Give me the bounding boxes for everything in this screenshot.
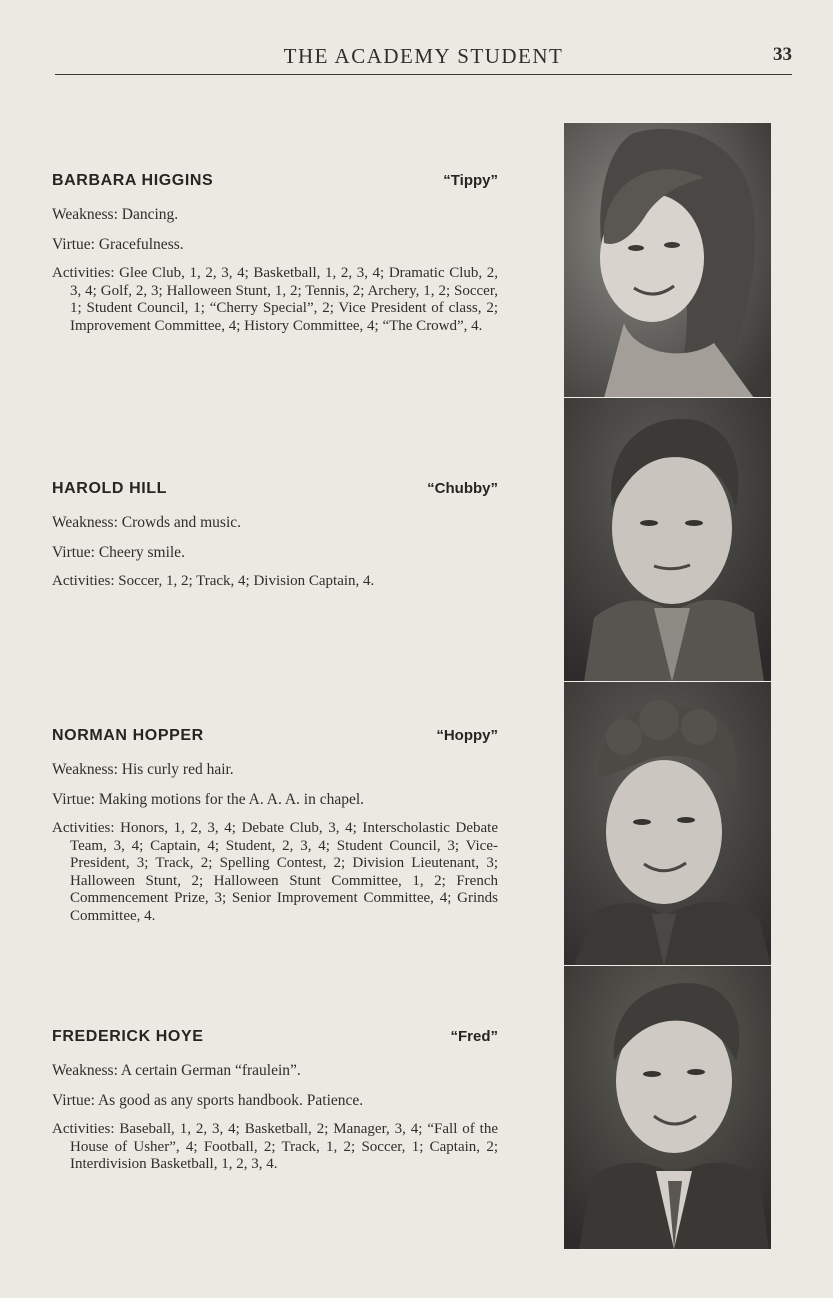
student-heading [52,727,498,749]
student-activities: Activities: Baseball, 1, 2, 3, 4; Basketball, 2; Manager, 3, 4; “Fall of the House of Usher”, 4; Football, 2; Track, 1, 2; Soccer, 1; Captain, 2; Interdivision Basketball, 1, 2, 3, 4. [52,1121,498,1173]
student-name: NORMAN HOPPER [52,727,204,744]
student-entry [52,480,498,591]
student-activities: Activities: Soccer, 1, 2; Track, 4; Division Captain, 4. [52,573,375,589]
student-name: FREDERICK HOYE [52,1028,204,1045]
student-activities: Activities: Glee Club, 1, 2, 3, 4; Basketball, 1, 2, 3, 4; Dramatic Club, 2, 3, 4; Golf, 2, 3; Halloween Stunt, 1, 2; Tennis, 2; Archery, 1, 2; Soccer, 1; Student Council, 1; “Cherry Special”, 2; Vice President of class, 2; Improvement Committee, 4; History Committee, 4; “The Crowd”, 4. [52,265,498,334]
student-entry [52,1028,498,1174]
student-name: HAROLD HILL [52,480,168,497]
student-nickname: “Hoppy” [436,727,498,744]
student-virtue: Virtue: Making motions for the A. A. A. in chapel. [52,791,365,808]
publication-title: THE ACADEMY STUDENT [283,44,564,68]
student-nickname: “Fred” [450,1028,498,1045]
student-heading [52,480,498,502]
student-nickname: “Chubby” [427,480,498,497]
student-heading [52,1028,498,1050]
portrait-photo [564,681,771,967]
student-weakness: Weakness: His curly red hair. [52,761,234,778]
portrait-photo [564,965,771,1250]
student-virtue: Virtue: Cheery smile. [52,544,185,561]
student-heading [52,172,498,194]
student-weakness: Weakness: Crowds and music. [52,514,242,531]
student-virtue: Virtue: As good as any sports handbook. Patience. [52,1092,364,1109]
student-weakness: Weakness: Dancing. [52,206,179,223]
student-activities: Activities: Honors, 1, 2, 3, 4; Debate Club, 3, 4; Interscholastic Debate Team, 3, 4; Captain, 4; Student, 2, 3, 4; Student Council, 3; Vice-President, 3; Track, 2; Spelling Contest, 2; Division Lieutenant, 3; Halloween Stunt, 2; Halloween Stunt Committee, 1, 2; French Commencement Prize, 3; Senior Improvement Committee, 4; Grinds Committee, 4. [52,820,498,924]
portrait-photo [564,122,771,399]
student-entry [52,727,498,926]
portrait-photo [564,397,771,683]
student-nickname: “Tippy” [443,172,498,189]
student-entry [52,172,498,335]
page-header [55,42,792,75]
student-name: BARBARA HIGGINS [52,172,214,189]
student-weakness: Weakness: A certain German “fraulein”. [52,1062,301,1079]
page-number: 33 [773,44,792,65]
student-virtue: Virtue: Gracefulness. [52,236,184,253]
